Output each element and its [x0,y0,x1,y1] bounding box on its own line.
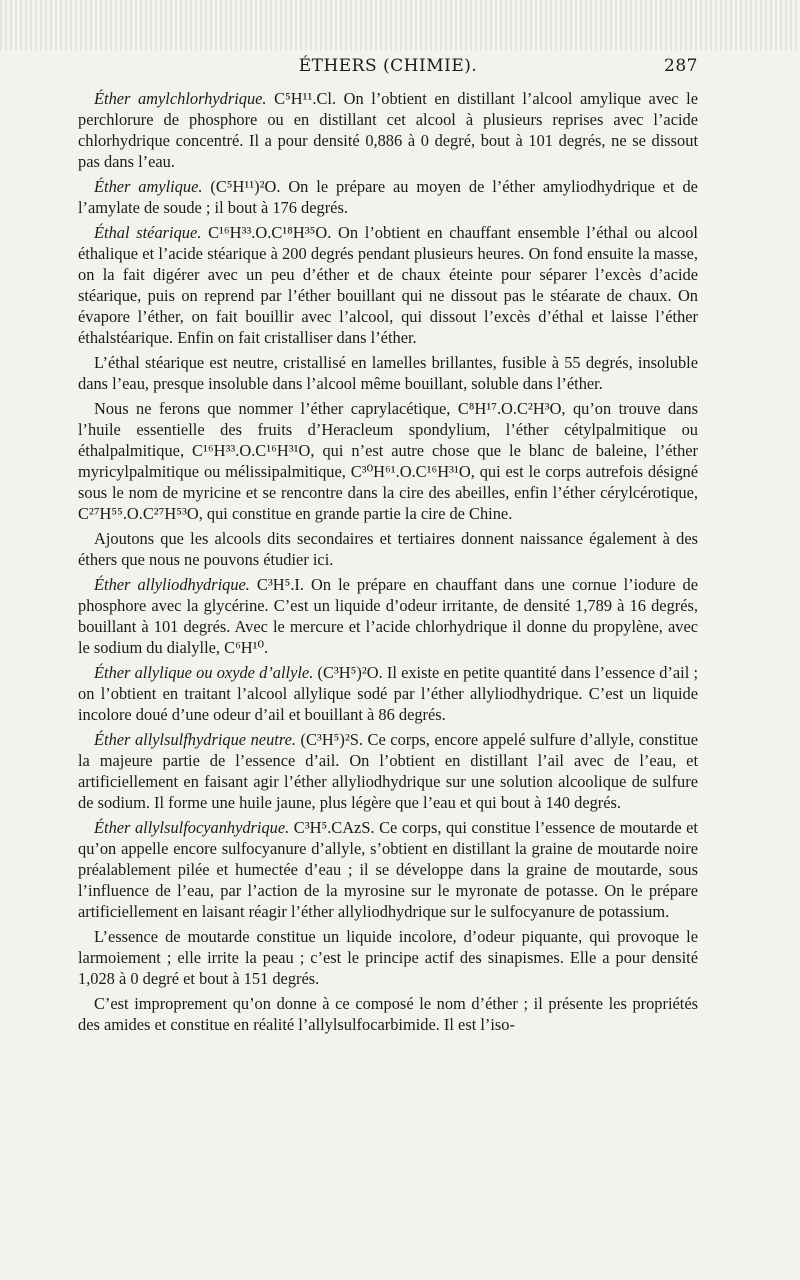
paragraph-text: Ce corps, encore appelé sulfure d’allyle, constitue la majeure partie de l’essence d’ail. On l’obtient en distillant l’ail avec de l’eau, et artificiellement en faisant agir l’éther allyliodhydrique sur une solution alcoolique de sulfure de sodium. Il forme une huile jaune, plus légère que l’eau et qui bout à 140 degrés. [78,730,698,812]
entry-term: Éther amylique. [94,177,203,196]
paragraph-text: On l’obtient en distillant l’alcool amylique avec le perchlorure de phosphore ou en distillant cet alcool à plusieurs reprises avec l’acide chlorhydrique concentré. Il a pour densité 0,886 à 0 degré, bout à 101 degrés, ne se dissout pas dans l’eau. [78,89,698,171]
paragraph-text: C’est improprement qu’on donne à ce composé le nom d’éther ; il présente les propriétés des amides et constitue en réalité l’allylsulfocarbimide. Il est l’iso- [78,994,698,1034]
paragraph-11 [78,926,698,989]
paragraph-text: Ce corps, qui constitue l’essence de moutarde et qu’on appelle encore sulfocyanure d’allyle, s’obtient en distillant la graine de moutarde noire préalablement pilée et humectée d’eau ; il se développe dans la graine de moutarde, sous l’influence de l’eau, par l’action de la myrosine sur le myronate de potasse. On le prépare artificiellement en laisant réagir l’éther allyliodhydrique sur le sulfocyanure de potassium. [78,818,698,921]
paragraph-7 [78,574,698,658]
paragraph-text: On l’obtient en chauffant ensemble l’éthal ou alcool éthalique et l’acide stéarique à 200 degrés pendant plusieurs heures. On fond ensuite la masse, on la fait digérer avec un peu d’éther et de chaux éteinte pour séparer l’excès d’acide stéarique, puis on reprend par l’éther bouillant qui ne dissout pas le stéarate de chaux. On évapore l’éther, on fait bouillir avec l’alcool, qui dissout l’excès d’éthal et laisse l’éther éthalstéarique. Enfin on fait cristalliser dans l’éther. [78,223,698,347]
paragraph-text: On le prépare en chauffant dans une cornue l’iodure de phosphore avec la glycérine. C’est un liquide d’odeur irritante, de densité 1,789 à 16 degrés, bouillant à 101 degrés. Avec le mercure et l’acide chlorhydrique il donne du propylène, avec le sodium du dialylle, C⁶H¹⁰. [78,575,698,657]
entry-formula: (C³H⁵)²S. [300,730,363,749]
paragraph-2 [78,176,698,218]
running-title: ÉTHERS (CHIMIE). [298,56,478,76]
paragraph-9 [78,729,698,813]
entry-term: Éther allylsulfhydrique neutre. [94,730,296,749]
paragraph-text: Nous ne ferons que nommer l’éther caprylacétique, C⁸H¹⁷.O.C²H³O, qu’on trouve dans l’huile essentielle des fruits d’Heracleum spondylium, l’éther cétylpalmitique ou éthalpalmitique, C¹⁶H³³.O.C¹⁶H³¹O, qui n’est autre chose que le blanc de baleine, l’éther myricylpalmitique ou mélissipalmitique, C³⁰H⁶¹.O.C¹⁶H³¹O, qui est le corps autrefois désigné sous le nom de myricine et se rencontre dans la cire des abeilles, enfin l’éther cérylcérotique, C²⁷H⁵⁵.O.C²⁷H⁵³O, qui constitue en grande partie la cire de Chine. [78,399,698,523]
paragraph-text: Ajoutons que les alcools dits secondaires et tertiaires donnent naissance également à des éthers que nous ne pouvons étudier ici. [78,529,698,569]
scan-noise-band [0,0,800,50]
paragraph-4 [78,352,698,394]
entry-term: Éther allylique ou oxyde d’allyle. [94,663,314,682]
paragraph-1 [78,88,698,172]
paragraph-3 [78,222,698,348]
entry-formula: (C³H⁵)²O. [317,663,383,682]
paragraph-text: Il existe en petite quantité dans l’essence d’ail ; on l’obtient en traitant l’alcool allylique sodé par l’éther allyliodhydrique. C’est un liquide incolore doué d’une odeur d’ail et bouillant à 86 degrés. [78,663,699,724]
paragraph-text: On le prépare au moyen de l’éther amyliodhydrique et de l’amylate de soude ; il bout à 176 degrés. [78,177,698,217]
paragraph-5 [78,398,698,524]
paragraph-12 [78,993,698,1035]
paragraph-8 [78,662,698,725]
entry-term: Éther allyliodhydrique. [94,575,250,594]
page-number: 287 [664,56,698,76]
running-header [78,56,698,80]
paragraph-text: L’éthal stéarique est neutre, cristallisé en lamelles brillantes, fusible à 55 degrés, insoluble dans l’eau, presque insoluble dans l’alcool même bouillant, soluble dans l’éther. [78,353,698,393]
text-body [78,88,698,1039]
entry-formula: C³H⁵.CAzS. [293,818,375,837]
paragraph-6 [78,528,698,570]
entry-formula: (C⁵H¹¹)²O. [210,177,281,196]
entry-term: Éthal stéarique. [94,223,202,242]
entry-formula: C⁵H¹¹.Cl. [274,89,337,108]
paragraph-10 [78,817,698,922]
paragraph-text: L’essence de moutarde constitue un liquide incolore, d’odeur piquante, qui provoque le larmoiement ; elle irrite la peau ; c’est le principe actif des sinapismes. Elle a pour densité 1,028 à 0 degré et bout à 151 degrés. [78,927,698,988]
entry-formula: C¹⁶H³³.O.C¹⁸H³⁵O. [208,223,332,242]
entry-term: Éther amylchlorhydrique. [94,89,267,108]
entry-formula: C³H⁵.I. [256,575,304,594]
entry-term: Éther allylsulfocyanhydrique. [94,818,290,837]
